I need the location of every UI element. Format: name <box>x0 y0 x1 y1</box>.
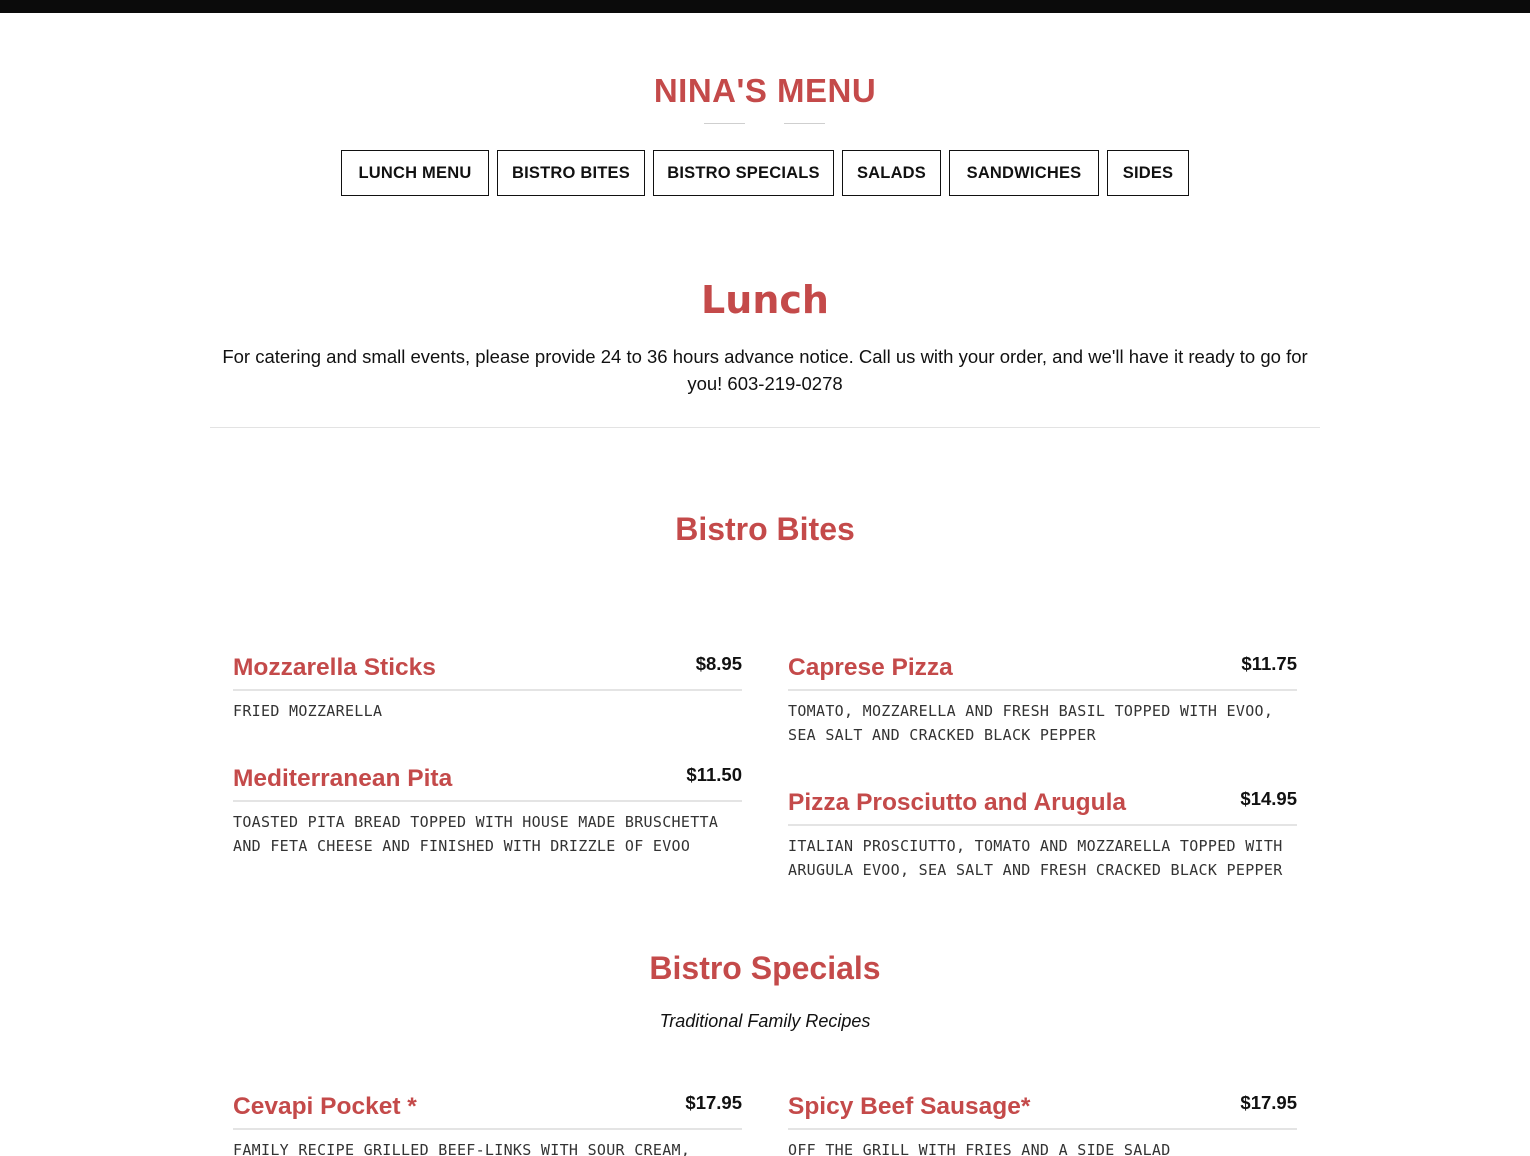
bistro-specials-heading: Bistro Specials <box>649 950 881 986</box>
item-name: Caprese Pizza <box>788 654 953 681</box>
item-description: OFF THE GRILL WITH FRIES AND A SIDE SALAD <box>788 1141 1171 1156</box>
page-title: NINA'S MENU <box>653 72 877 109</box>
menu-item-pizza-prosciutto-arugula <box>788 780 1297 882</box>
tab-sandwiches[interactable]: SANDWICHES <box>949 150 1099 196</box>
menu-item-spicy-beef-sausage <box>788 1084 1297 1156</box>
tab-sides[interactable]: SIDES <box>1107 150 1189 196</box>
item-name: Pizza Prosciutto and Arugula <box>788 789 1127 816</box>
item-price: $11.50 <box>686 764 742 785</box>
menu-item-caprese-pizza <box>788 645 1297 747</box>
item-description: ITALIAN PROSCIUTTO, TOMATO AND MOZZARELLA TOPPED WITH ARUGULA EVOO, SEA SALT AND FRESH CRACKED BLACK PEPPER <box>788 837 1283 879</box>
item-price: $14.95 <box>1240 788 1297 809</box>
tab-lunch-menu[interactable]: LUNCH MENU <box>341 150 489 196</box>
item-price: $17.95 <box>685 1092 742 1113</box>
section-divider <box>210 427 1320 428</box>
menu-item-mozzarella-sticks <box>233 645 742 723</box>
item-description: FRIED MOZZARELLA <box>233 702 383 720</box>
lunch-description: For catering and small events, please provide 24 to 36 hours advance notice. Call us with your order, and we'll have it ready to go for you! 603-219-0278 <box>222 346 1308 394</box>
tab-bistro-bites[interactable]: BISTRO BITES <box>497 150 645 196</box>
item-name: Spicy Beef Sausage* <box>788 1093 1031 1120</box>
title-divider-right <box>784 123 825 124</box>
item-name: Mediterranean Pita <box>233 765 453 792</box>
item-price: $11.75 <box>1241 653 1297 674</box>
item-price: $8.95 <box>695 653 742 674</box>
menu-tabs <box>341 150 1189 196</box>
tab-salads[interactable]: SALADS <box>842 150 941 196</box>
item-name: Cevapi Pocket * <box>233 1093 417 1120</box>
tab-bistro-specials[interactable]: BISTRO SPECIALS <box>653 150 834 196</box>
item-description: TOMATO, MOZZARELLA AND FRESH BASIL TOPPED WITH EVOO, SEA SALT AND CRACKED BLACK PEPPER <box>788 702 1274 744</box>
item-name: Mozzarella Sticks <box>233 654 436 681</box>
item-description: TOASTED PITA BREAD TOPPED WITH HOUSE MADE BRUSCHETTA AND FETA CHEESE AND FINISHED WITH DRIZZLE OF EVOO <box>233 813 719 855</box>
top-bar <box>0 0 1530 13</box>
bistro-specials-subtitle: Traditional Family Recipes <box>659 1011 871 1031</box>
item-description: FAMILY RECIPE GRILLED BEEF-LINKS WITH SOUR CREAM, <box>233 1141 691 1156</box>
menu-item-cevapi-pocket <box>233 1084 742 1156</box>
bistro-bites-heading: Bistro Bites <box>675 511 855 547</box>
title-divider-left <box>704 123 745 124</box>
lunch-heading: Lunch <box>701 278 829 322</box>
menu-item-mediterranean-pita <box>233 756 742 858</box>
item-price: $17.95 <box>1240 1092 1297 1113</box>
